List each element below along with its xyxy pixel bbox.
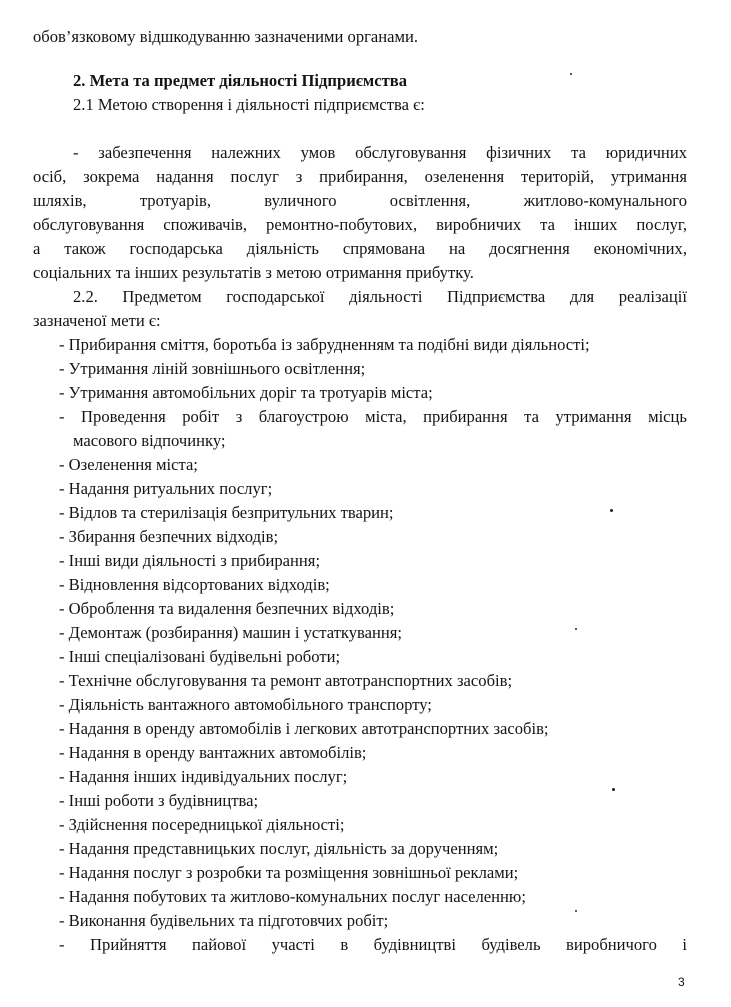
list-item: - Надання ритуальних послуг; xyxy=(59,479,273,498)
list-item: - Надання в оренду вантажних автомобілів; xyxy=(59,743,367,762)
list-item: - Оброблення та видалення безпечних відходів; xyxy=(59,599,395,618)
list-item: - Технічне обслуговування та ремонт автотранспортних засобів; xyxy=(59,671,513,690)
list-item: - Озеленення міста; xyxy=(59,455,198,474)
list-item: - Проведення робіт з благоустрою міста, прибирання та утримання місць xyxy=(59,407,687,426)
scan-speck xyxy=(575,628,577,630)
section-heading: 2. Мета та предмет діяльності Підприємства xyxy=(73,71,408,90)
scan-speck xyxy=(610,509,613,512)
purpose-line-5: а також господарська діяльність спрямована на досягнення економічних, xyxy=(33,239,687,258)
list-item: - Інші види діяльності з прибирання; xyxy=(59,551,321,570)
scan-speck xyxy=(612,788,615,791)
purpose-line-2: осіб, зокрема надання послуг з прибирання, озеленення територій, утримання xyxy=(33,167,687,186)
list-item: - Збирання безпечних відходів; xyxy=(59,527,279,546)
purpose-line-1: - забезпечення належних умов обслуговування фізичних та юридичних xyxy=(73,143,687,162)
list-item: - Надання інших індивідуальних послуг; xyxy=(59,767,348,786)
purpose-line-6: соціальних та інших результатів з метою отримання прибутку. xyxy=(33,263,474,282)
purpose-line-4: обслуговування споживачів, ремонтно-побутових, виробничих та інших послуг, xyxy=(33,215,687,234)
list-item: - Утримання ліній зовнішнього освітлення; xyxy=(59,359,366,378)
list-item: - Здійснення посередницької діяльності; xyxy=(59,815,345,834)
list-item: - Інші спеціалізовані будівельні роботи; xyxy=(59,647,341,666)
list-item: - Надання послуг з розробки та розміщення зовнішньої реклами; xyxy=(59,863,519,882)
list-item: - Прийняття пайової участі в будівництві будівель виробничого і xyxy=(59,935,687,954)
list-item-continuation: масового відпочинку; xyxy=(73,431,226,450)
list-item: - Утримання автомобільних доріг та тротуарів міста; xyxy=(59,383,433,402)
list-item: - Відлов та стерилізація безпритульних тварин; xyxy=(59,503,394,522)
scan-speck xyxy=(570,73,572,75)
intro-line: обов’язковому відшкодуванню зазначеними органами. xyxy=(33,27,419,46)
purpose-line-3: шляхів, тротуарів, вуличного освітлення, житлово-комунального xyxy=(33,191,687,210)
list-item: - Демонтаж (розбирання) машин і устаткування; xyxy=(59,623,403,642)
scan-speck xyxy=(575,910,577,912)
subsection-2-2-line-1: 2.2. Предметом господарської діяльності Підприємства для реалізації xyxy=(73,287,687,306)
list-item: - Надання побутових та житлово-комунальних послуг населенню; xyxy=(59,887,526,906)
page-number: 3 xyxy=(678,975,685,989)
subsection-2-2-line-2: зазначеної мети є: xyxy=(33,311,161,330)
list-item: - Прибирання сміття, боротьба із забрудненням та подібні види діяльності; xyxy=(59,335,590,354)
list-item: - Інші роботи з будівництва; xyxy=(59,791,259,810)
list-item: - Виконання будівельних та підготовчих робіт; xyxy=(59,911,389,930)
list-item: - Відновлення відсортованих відходів; xyxy=(59,575,330,594)
list-item: - Надання в оренду автомобілів і легкових автотранспортних засобів; xyxy=(59,719,549,738)
list-item: - Надання представницьких послуг, діяльність за дорученням; xyxy=(59,839,499,858)
list-item: - Діяльність вантажного автомобільного транспорту; xyxy=(59,695,432,714)
subsection-2-1: 2.1 Метою створення і діяльності підприємства є: xyxy=(73,95,425,114)
